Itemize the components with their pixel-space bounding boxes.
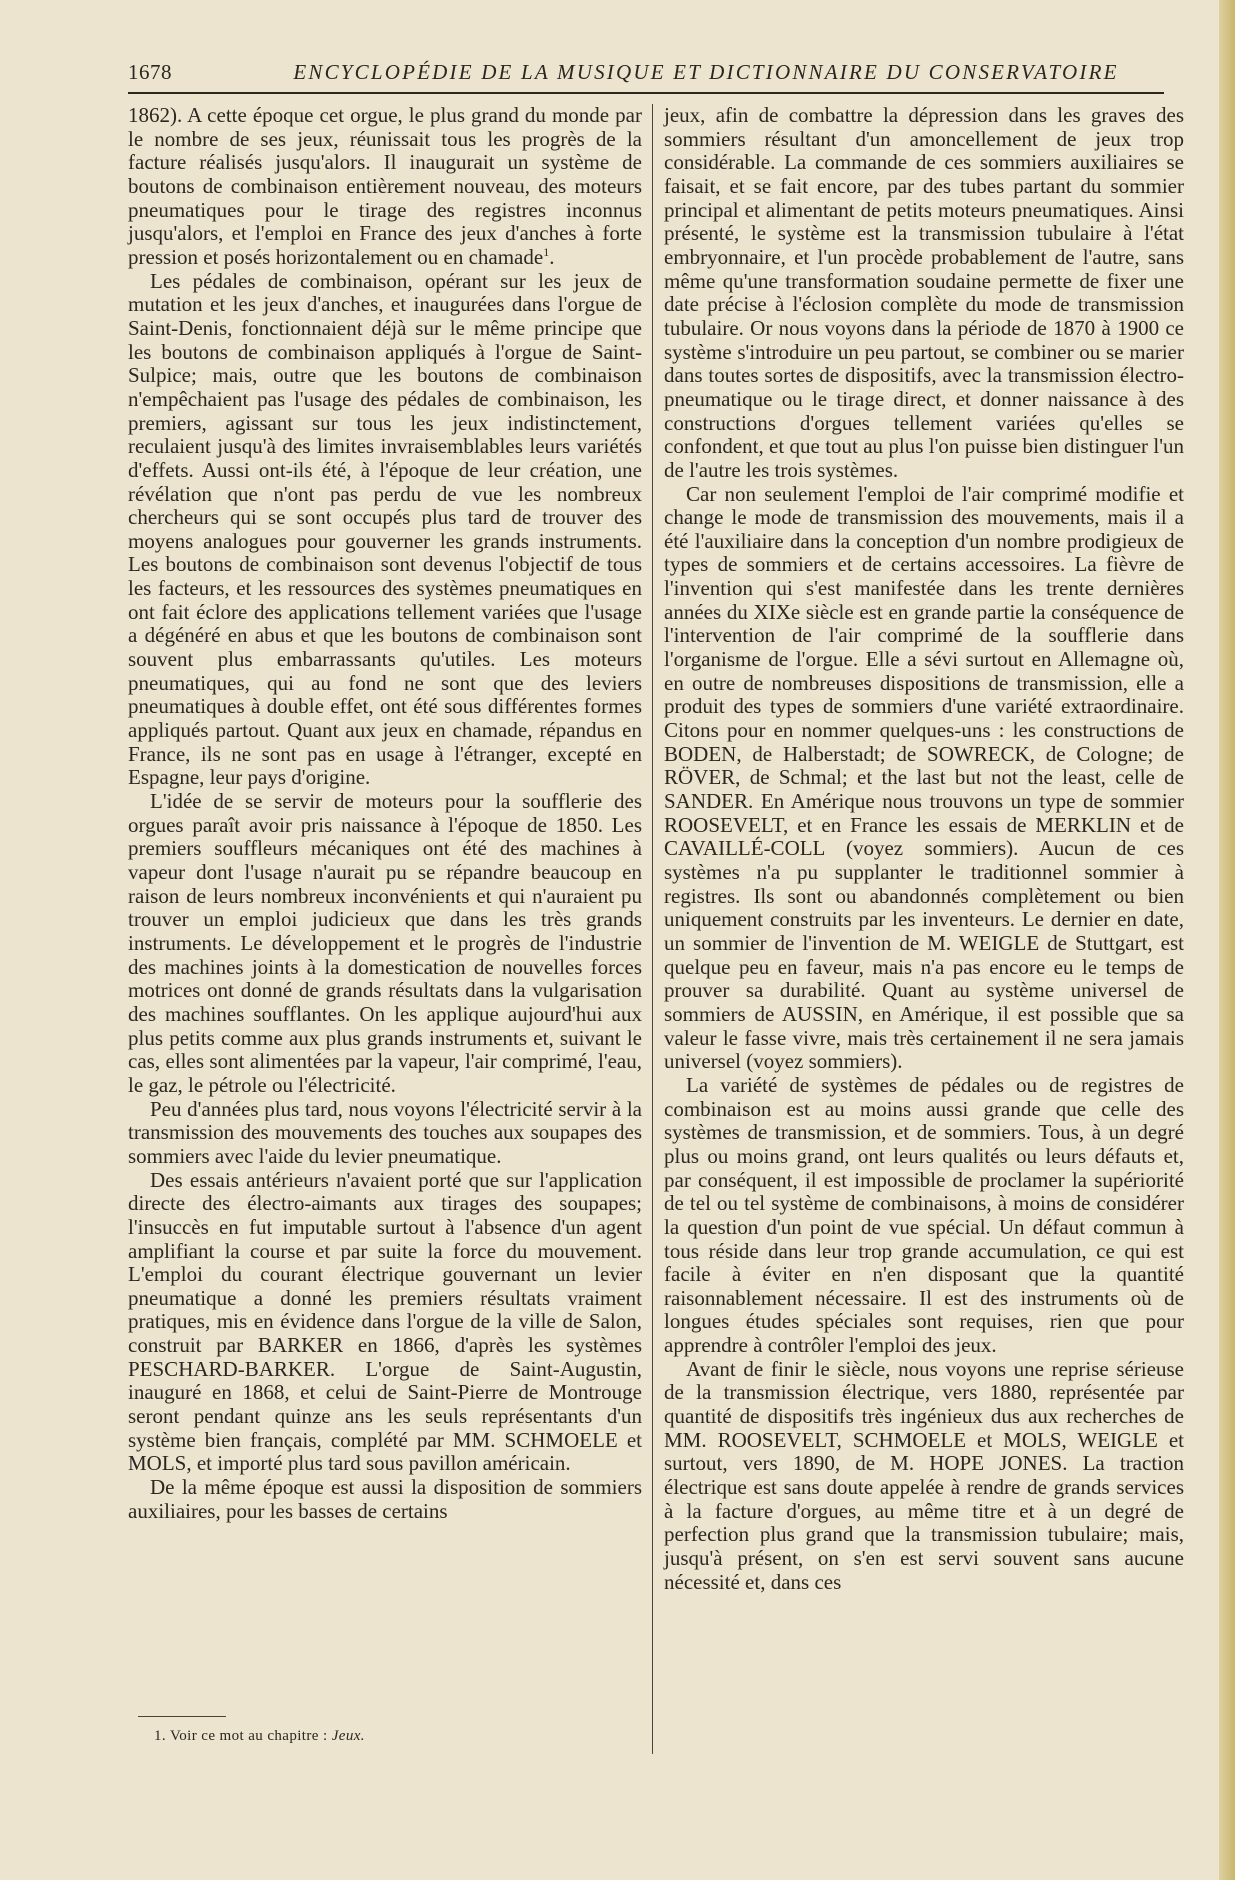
paragraph: L'idée de se servir de moteurs pour la soufflerie des orgues paraît avoir pris naissance à l'époque de 1850. Les premiers souffleurs mécaniques ont été des machines à vapeur dont l'usage n'aurait pu se répandre beaucoup en raison de leurs nombreux inconvénients et qui n'auraient pu trouver un emploi judicieux que dans les très grands instruments. Le développement et le progrès de l'industrie des machines joints à la domestication de nouvelles forces motrices ont donné de grands résultats dans la vulgarisation des machines soufflantes. On les applique aujourd'hui aux plus petits comme aux plus grands instruments et, suivant le cas, elles sont alimentées par la vapeur, l'air comprimé, l'eau, le gaz, le pétrole ou l'électricité. [128, 789, 642, 1097]
paragraph: Car non seulement l'emploi de l'air comprimé modifie et change le mode de transmission des mouvements, mais il a été l'auxiliaire dans la conception d'un nombre prodigieux de types de sommiers et de certains accessoires. La fièvre de l'invention qui s'est manifestée dans les trente dernières années du XIXe siècle est en grande partie la conséquence de l'intervention de l'air comprimé de la soufflerie dans l'organisme de l'orgue. Elle a sévi surtout en Allemagne où, en outre de nombreuses dispositions de transmission, elle a produit des types de sommiers d'une variété extraordinaire. Citons pour en nommer quelques-uns : les constructions de BODEN, de Halberstadt; de SOWRECK, de Cologne; de RÖVER, de Schmal; et the last but not the least, celle de SANDER. En Amérique nous trouvons un type de sommier ROOSEVELT, et en France les essais de MERKLIN et de CAVAILLÉ-COLL (voyez sommiers). Aucun de ces systèmes n'a pu supplanter le traditionnel sommier à registres. Ils sont ou abandonnés complètement ou bien uniquement construits par les inventeurs. Le dernier en date, un sommier de l'invention de M. WEIGLE de Stuttgart, est quelque peu en faveur, mais n'a pas encore eu le temps de prouver sa durabilité. Quant au système universel de sommiers de AUSSIN, en Amérique, il est possible que sa valeur le fasse vivre, mais très certainement il ne sera jamais universel (voyez sommiers). [664, 481, 1184, 1074]
paragraph: La variété de systèmes de pédales ou de registres de combinaison est au moins aussi grande que celle des systèmes de transmission, et de sommiers. Tous, à un degré plus ou moins grand, ont leurs qualités ou leurs défauts et, par conséquent, il est impossible de proclamer la supériorité de tel ou tel système de combinaisons, à moins de considérer la question d'un point de vue spécial. Un défaut commun à tous réside dans leur trop grande accumulation, ce qui est facile à éviter en n'en disposant que la quantité raisonnablement nécessaire. Il est des instruments où de longues études spéciales sont requises, rien que pour apprendre à contrôler l'emploi des jeux. [664, 1072, 1184, 1358]
running-title: ENCYCLOPÉDIE DE LA MUSIQUE ET DICTIONNAIRE DU CONSERVATOIRE [293, 60, 1119, 84]
footnote-divider [138, 1716, 226, 1717]
footnote-text: Voir ce mot au chapitre : [169, 1728, 328, 1744]
paragraph: Les pédales de combinaison, opérant sur les jeux de mutation et les jeux d'anches, et inaugurées dans l'orgue de Saint-Denis, fonctionnaient déjà sur le même principe que les boutons de combinaison appliqués à l'orgue de Saint-Sulpice; mais, outre que les boutons de combinaison n'empêchaient pas l'usage des pédales de combinaison, les premiers, agissant sur tous les jeux indistinctement, reculaient jusqu'à des limites invraisemblables leurs variétés d'effets. Aussi ont-ils été, à l'époque de leur création, une révélation que n'ont pas perdu de vue les nombreux chercheurs qui se sont occupés plus tard de trouver des moyens analogues pour gouverner les grands instruments. Les boutons de combinaison sont devenus l'objectif de tous les facteurs, et les ressources des systèmes pneumatiques en ont fait éclore des applications tellement variées que l'usage a dégénéré en abus et que les boutons de combinaison sont souvent plus embarrassants qu'utiles. Les moteurs pneumatiques, qui au fond ne sont que des leviers pneumatiques à double effet, ont été sous différentes formes appliqués partout. Quant aux jeux en chamade, répandus en France, ils ne sont pas en usage à l'étranger, excepté en Espagne, leur pays d'origine. [128, 268, 642, 790]
left-column [128, 104, 642, 1523]
column-divider [652, 104, 653, 1754]
paragraph: 1862). A cette époque cet orgue, le plus grand du monde par le nombre de ses jeux, réunissait tous les progrès de la facture réalisés jusqu'alors. Il inaugurait un système de boutons de combinaison entièrement nouveau, des moteurs pneumatiques pour le tirage des registres inconnus jusqu'alors, et l'emploi en France des jeux d'anches à forte pression et posés horizontalement ou en chamade$^1$. [128, 103, 642, 269]
footnote-marker: 1 [543, 244, 550, 259]
paragraph: Avant de finir le siècle, nous voyons une reprise sérieuse de la transmission électrique, vers 1880, représentée par quantité de dispositifs très ingénieux dus aux recherches de MM. ROOSEVELT, SCHMOELE et MOLS, WEIGLE et surtout, vers 1890, de M. HOPE JONES. La traction électrique est sans doute appelée à rendre de grands services à la facture d'orgues, au même titre et à un degré de perfection plus grand que la transmission tubulaire; mais, jusqu'à présent, on s'en est servi souvent sans aucune nécessité et, dans ces [664, 1356, 1184, 1594]
paragraph-text: 1862). A cette époque cet orgue, le plus grand du monde par le nombre de ses jeux, réunissait tous les progrès de la facture réalisés jusqu'alors. Il inaugurait un système de boutons de combinaison entièrement nouveau, des moteurs pneumatiques pour le tirage des registres inconnus jusqu'alors, et l'emploi en France des jeux d'anches à forte pression et posés horizontalement ou en chamade [128, 103, 642, 269]
footnote-number: 1. [154, 1728, 167, 1744]
paragraph: jeux, afin de combattre la dépression dans les graves des sommiers résultant d'un amoncellement de jeux trop considérable. La commande de ces sommiers auxiliaires se faisait, et se fait encore, par des tubes partant du sommier principal et alimentant de petits moteurs pneumatiques. Ainsi présenté, le système est la transmission tubulaire à l'état embryonnaire, et l'un procède probablement de l'autre, sans même qu'une transformation soudaine permette de fixer une date précise à l'éclosion complète du mode de transmission tubulaire. Or nous voyons dans la période de 1870 à 1900 ce système s'introduire un peu partout, se combiner ou se marier dans toutes sortes de dispositifs, avec la transmission électro-pneumatique ou le tirage direct, et donner naissance à des constructions d'orgues tellement variées qu'elles se confondent, et que tout au plus l'on puisse bien distinguer l'un de l'autre les trois systèmes. [664, 103, 1184, 482]
right-column [664, 104, 1184, 1594]
running-header [128, 58, 1164, 94]
footnote [154, 1728, 634, 1745]
paragraph: Peu d'années plus tard, nous voyons l'électricité servir à la transmission des mouvements des touches aux soupapes des sommiers avec l'aide du levier pneumatique. [128, 1096, 642, 1168]
paragraph: De la même époque est aussi la disposition de sommiers auxiliaires, pour les basses de certains [128, 1475, 642, 1523]
page-edge-strip [1219, 0, 1235, 1880]
page-number: 1678 [128, 60, 172, 84]
paragraph: Des essais antérieurs n'avaient porté que sur l'application directe des électro-aimants aux tirages des soupapes; l'insuccès en fut imputable surtout à l'absence d'un agent amplifiant la course et par suite la force du mouvement. L'emploi du courant électrique gouvernant un levier pneumatique a donné les premiers résultats vraiment pratiques, mis en évidence dans l'orgue de la ville de Salon, construit par BARKER en 1866, d'après les systèmes PESCHARD-BARKER. L'orgue de Saint-Augustin, inauguré en 1868, et celui de Saint-Pierre de Montrouge seront pendant quinze ans les seuls représentants d'un système bien français, complété par MM. SCHMOELE et MOLS, et importé plus tard sous pavillon américain. [128, 1167, 642, 1476]
footnote-reference: Jeux. [331, 1728, 365, 1744]
